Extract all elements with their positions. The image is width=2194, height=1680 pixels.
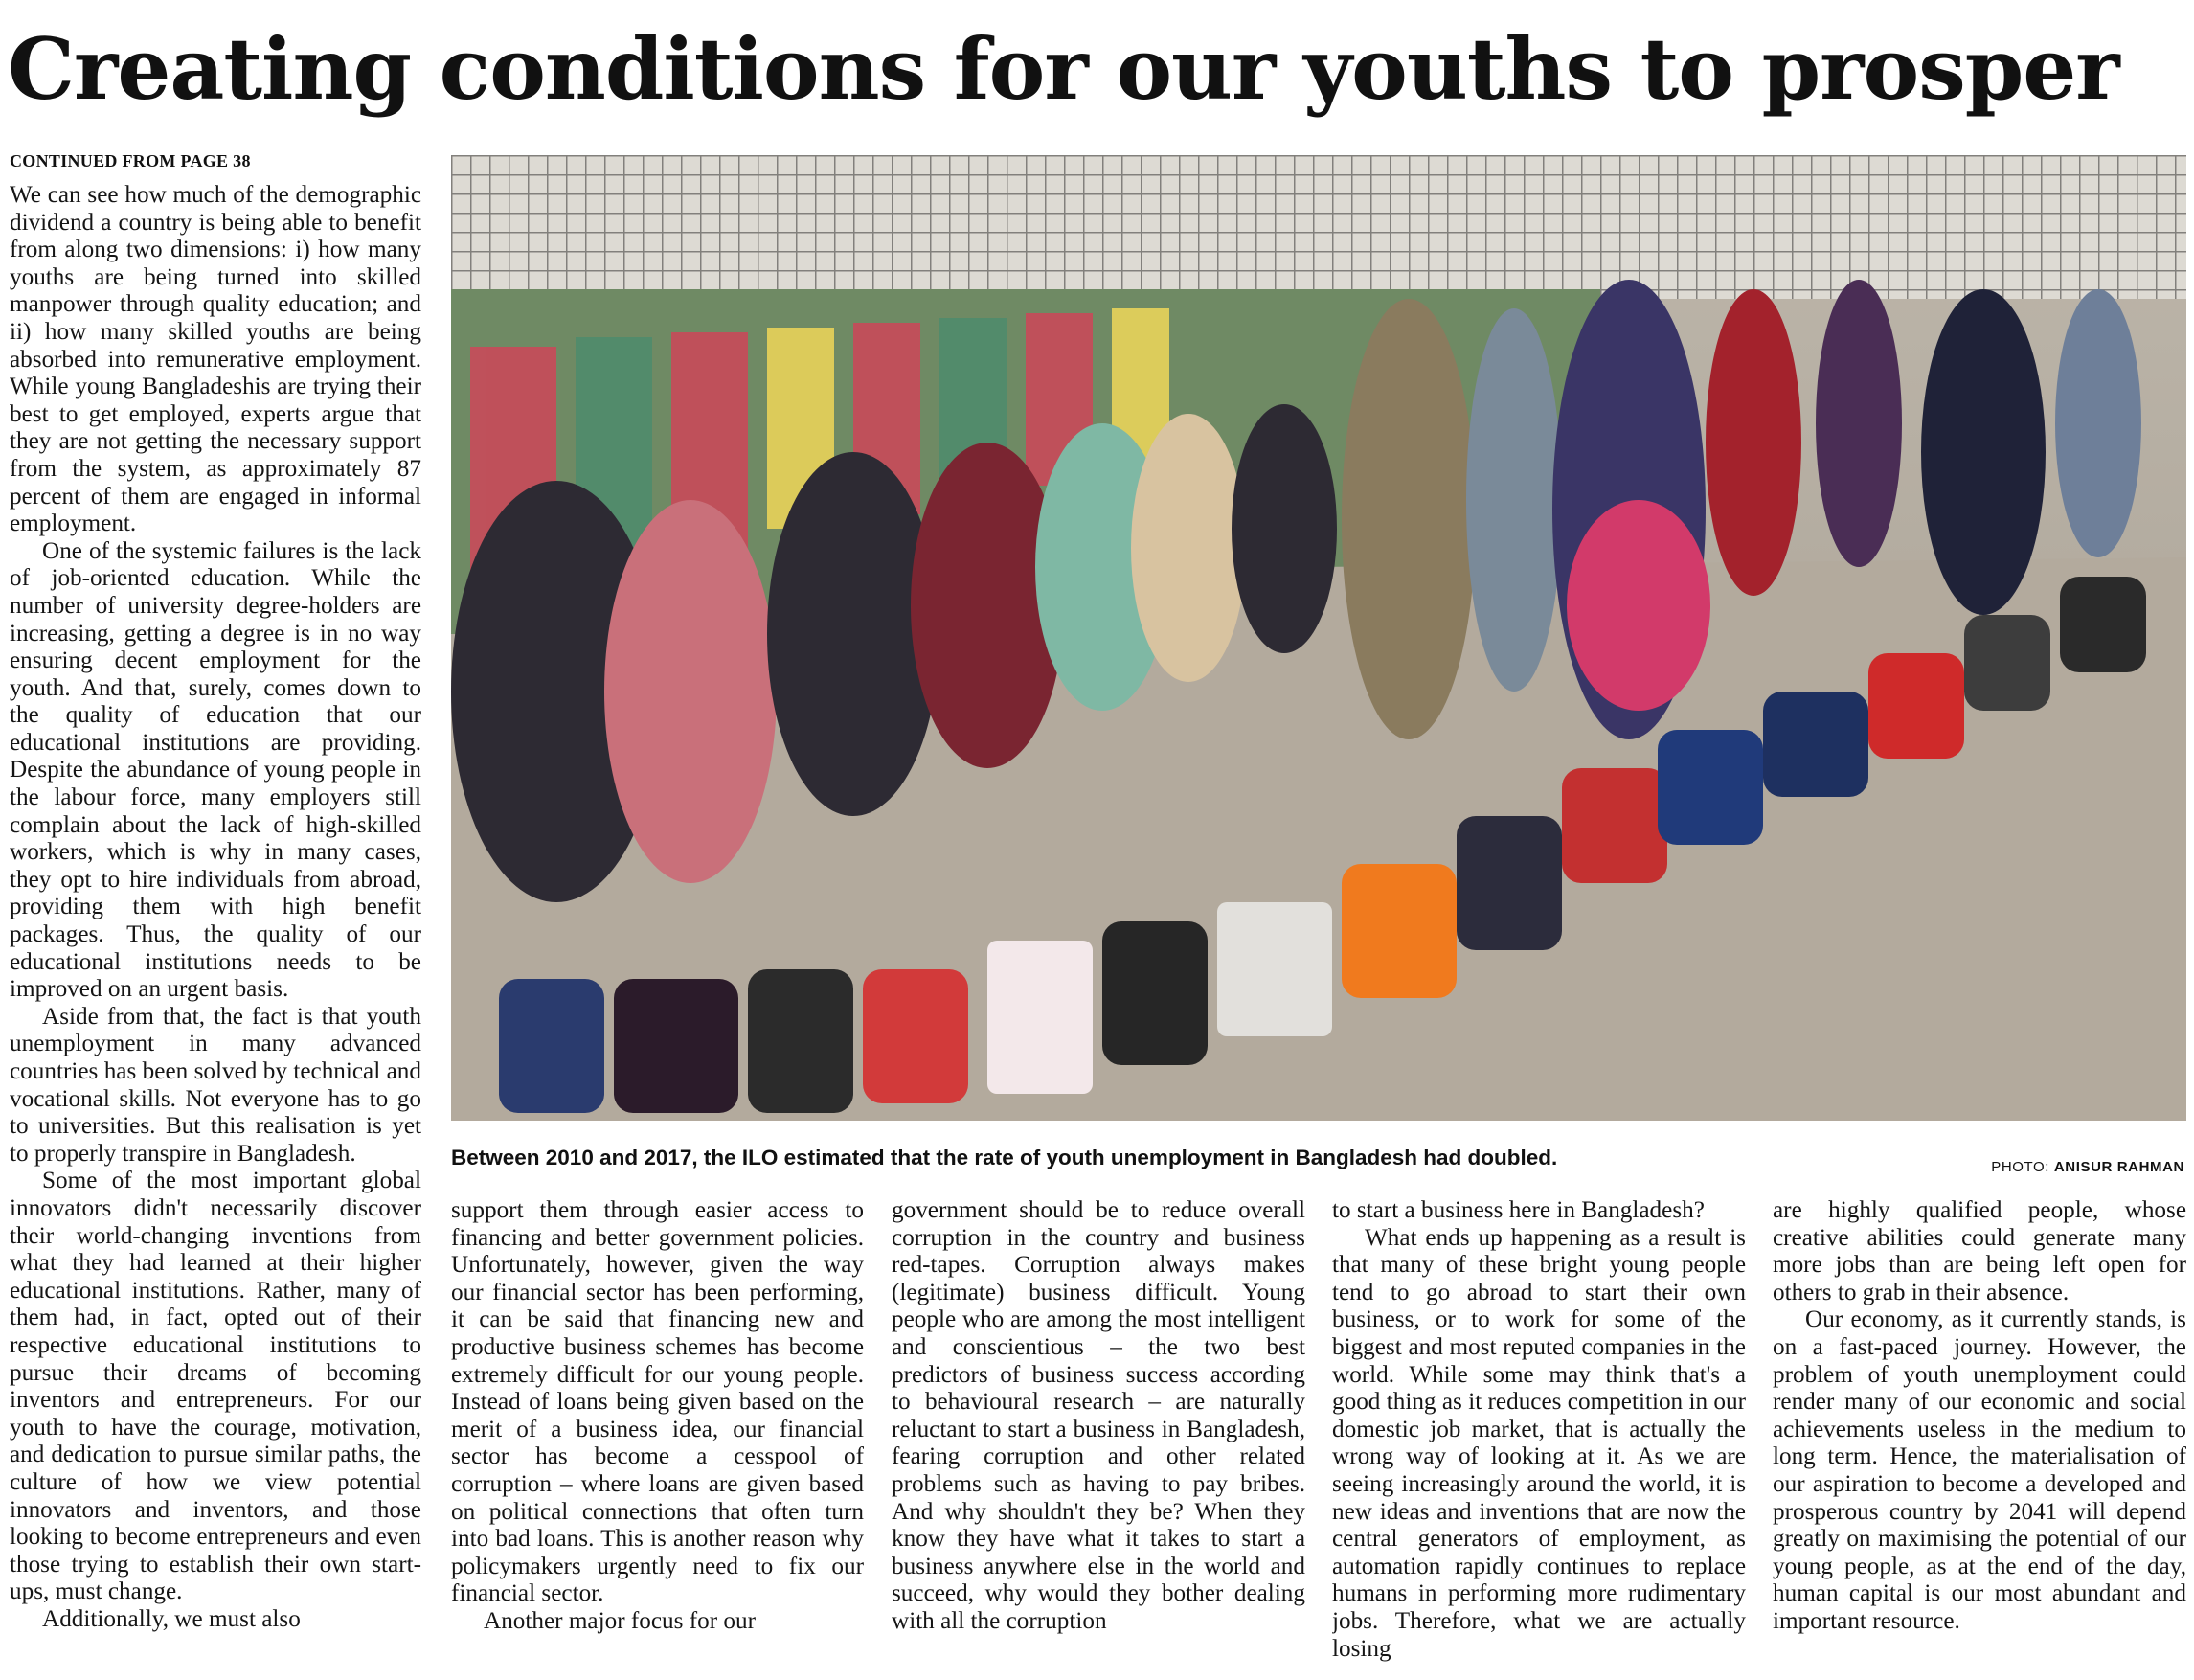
paragraph: We can see how much of the demographic dividend a country is being able to benefit from along two dimensions: i) how many youths are being turned into skilled manpower through quality education; and ii) how many skilled youths are being absorbed into remunerative employment. While young Bangladeshis are trying their best to get employed, experts argue that they are not getting the necessary support from the system, as approximately 87 percent of them are engaged in informal employment. <box>10 182 421 537</box>
article-column-1 <box>10 182 421 1667</box>
article-column-2 <box>451 1197 864 1667</box>
photo-credit-label: PHOTO: <box>1991 1159 2050 1175</box>
article-column-4 <box>1332 1197 1746 1667</box>
article-column-5 <box>1773 1197 2186 1667</box>
paragraph: to start a business here in Bangladesh? <box>1332 1197 1705 1223</box>
photo-caption: Between 2010 and 2017, the ILO estimated that the rate of youth unemployment in Bangladesh had doubled. <box>451 1146 1558 1169</box>
paragraph: Additionally, we must also <box>42 1605 301 1632</box>
photo-illustration <box>451 155 2186 1121</box>
paragraph: One of the systemic failures is the lack of job-oriented education. While the number of university degree-holders are increasing, getting a degree is in no way ensuring decent employment for the youth. And that, surely, comes down to the quality of education that our educational institutions are providing. Despite the abundance of young people in the labour force, many employers still complain about the lack of high-skilled workers, which is why in many cases, they opt to hire individuals from abroad, providing them with high benefit packages. Thus, the quality of our educational institutions needs to be improved on an urgent basis. <box>10 537 421 1003</box>
paragraph: support them through easier access to financing and better government policies. Unfortunately, however, given the way our financial sector has been performing, it can be said that financing new and productive business schemes has become extremely difficult for our young people. Instead of loans being given based on the merit of a business idea, our financial sector has become a cesspool of corruption – where loans are given based on political connections that often turn into bad loans. This is another reason why policymakers urgently need to fix our financial sector. <box>451 1197 864 1607</box>
paragraph: Some of the most important global innovators didn't necessarily discover their world-changing inventions from what they had learned at their higher educational institutions. Rather, many of them had, in fact, opted out of their respective educational institutions to pursue their dreams of becoming inventors and entrepreneurs. For our youth to have the courage, motivation, and dedication to pursue similar paths, the culture of how we view potential innovators and inventors, and those looking to become entrepreneurs and even those trying to establish their own start-ups, must change. <box>10 1168 421 1605</box>
article-column-3 <box>892 1197 1305 1667</box>
paragraph: Our economy, as it currently stands, is on a fast-paced journey. However, the problem of youth unemployment could render many of our economic and social achievements useless in the medium to long term. Hence, the materialisation of our aspiration to become a developed and prosperous country by 2041 will depend greatly on maximising the potential of our young people, as at the end of the day, human capital is our most abundant and important resource. <box>1773 1306 2186 1634</box>
news-photo <box>451 155 2186 1121</box>
photo-credit-name: ANISUR RAHMAN <box>2053 1159 2184 1175</box>
paragraph: government should be to reduce overall corruption in the country and business red-tapes. Corruption always makes (legitimate) business difficult. Young people who are among the most intelligent and conscientious – the two best predictors of business success according to behavioural research – are naturally reluctant to start a business in Bangladesh, fearing corruption and other related problems such as having to pay bribes. And why shouldn't they be? When they know they have what it takes to start a business anywhere else in the world and succeed, why would they bother dealing with all the corruption <box>892 1197 1305 1634</box>
paragraph: Another major focus for our <box>484 1607 756 1634</box>
headline: Creating conditions for our youths to prosper <box>8 19 2119 119</box>
paragraph: are highly qualified people, whose creative abilities could generate many more jobs than are being left open for others to grab in their absence. <box>1773 1197 2186 1305</box>
paragraph: What ends up happening as a result is that many of these bright young people tend to go abroad to start their own business, or to work for some of the biggest and most reputed companies in the world. While some may think that's a good thing as it reduces competition in our domestic job market, that is actually the wrong way of looking at it. As we are seeing increasingly around the world, it is new ideas and inventions that are now the central generators of employment, as automation rapidly continues to replace humans in performing more rudimentary jobs. Therefore, what we are actually losing <box>1332 1224 1746 1662</box>
paragraph: Aside from that, the fact is that youth unemployment in many advanced countries has been solved by technical and vocational skills. Not everyone has to go to universities. But this realisation is yet to properly transpire in Bangladesh. <box>10 1003 421 1167</box>
continued-from-label: CONTINUED FROM PAGE 38 <box>10 151 251 170</box>
photo-credit <box>1991 1159 2184 1175</box>
